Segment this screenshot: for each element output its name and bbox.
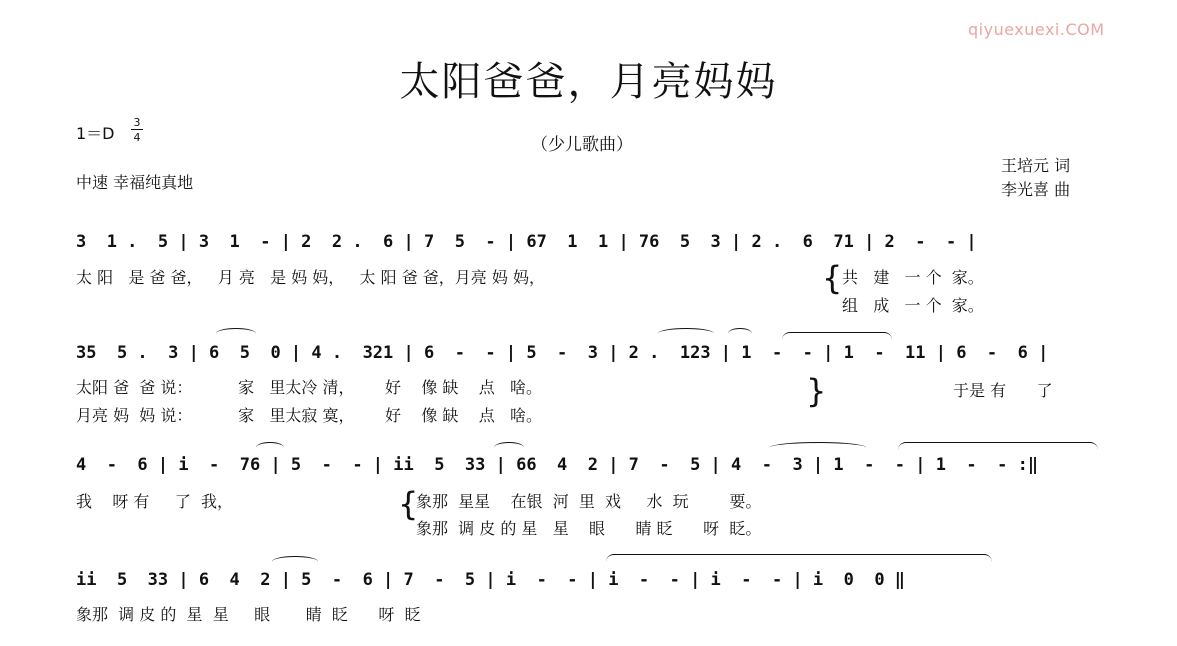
lyrics-line-3-verse-1: 象那 星星 在银 河 里 戏 水 玩 要。 — [416, 492, 762, 511]
lyrics-line-4: 象那 调 皮 的 星 星 眼 睛 眨 呀 眨 — [76, 605, 421, 624]
lyrics-line-2-right: 于是 有 了 — [953, 381, 1053, 400]
key-signature: 1＝D — [76, 124, 115, 143]
slur — [272, 556, 318, 567]
lyricist-credit: 王培元 词 — [1001, 156, 1071, 175]
slur — [494, 442, 524, 453]
song-subtitle: （少儿歌曲） — [531, 135, 633, 155]
notation-line-4: ii 5 33 | 6 4 2 | 5 - 6 | 7 - 5 | i - - | i - - | i - - | i 0 0 ‖ — [76, 570, 906, 590]
notation-line-3: 4 - 6 | i - 76 | 5 - - | ii 5 33 | 66 4 2 | 7 - 5 | 4 - 3 | 1 - - | 1 - - :‖ — [76, 455, 1039, 475]
verse-brace-2: } — [806, 372, 827, 410]
tie — [898, 442, 1098, 453]
song-title: 太阳爸爸，月亮妈妈 — [399, 59, 778, 105]
time-signature-divider — [131, 129, 143, 130]
notation-line-2: 35 5 . 3 | 6 5 0 | 4 . 321 | 6 - - | 5 - 3 | 2 . 123 | 1 - - | 1 - 11 | 6 - 6 | — [76, 343, 1049, 363]
composer-credit: 李光喜 曲 — [1001, 180, 1071, 199]
site-watermark: qiyuexuexi.COM — [968, 20, 1105, 39]
slur — [658, 328, 714, 339]
slur — [728, 328, 752, 339]
slur — [770, 442, 866, 453]
slur — [256, 442, 284, 453]
tie — [782, 332, 892, 343]
slur — [216, 328, 256, 339]
lyrics-line-2-verse-1: 太阳 爸 爸 说： 家 里太冷 清， 好 像 缺 点 啥。 — [76, 378, 543, 397]
verse-brace-1: { — [822, 259, 843, 297]
lyrics-line-1-verse-2: 组 成 一 个 家。 — [842, 296, 984, 315]
lyrics-line-3-verse-2: 象那 调 皮 的 星 星 眼 睛 眨 呀 眨。 — [416, 519, 762, 538]
lyrics-line-2-verse-2: 月亮 妈 妈 说： 家 里太寂 寞， 好 像 缺 点 啥。 — [76, 406, 543, 425]
verse-brace-3: { — [398, 485, 419, 523]
time-signature-top: 3 — [133, 116, 141, 129]
lyrics-line-1: 太 阳 是 爸 爸， 月 亮 是 妈 妈， 太 阳 爸 爸，月亮 妈 妈， — [76, 268, 545, 287]
lyrics-line-1-verse-1: 共 建 一 个 家。 — [842, 268, 984, 287]
tie — [606, 554, 992, 565]
tempo-marking: 中速 幸福纯真地 — [76, 173, 194, 192]
notation-line-1: 3 1 . 5 | 3 1 - | 2 2 . 6 | 7 5 - | 67 1 1 | 76 5 3 | 2 . 6 71 | 2 - - | — [76, 232, 977, 252]
time-signature-bottom: 4 — [133, 131, 141, 144]
lyrics-line-3-left: 我 呀 有 了 我， — [76, 492, 234, 511]
